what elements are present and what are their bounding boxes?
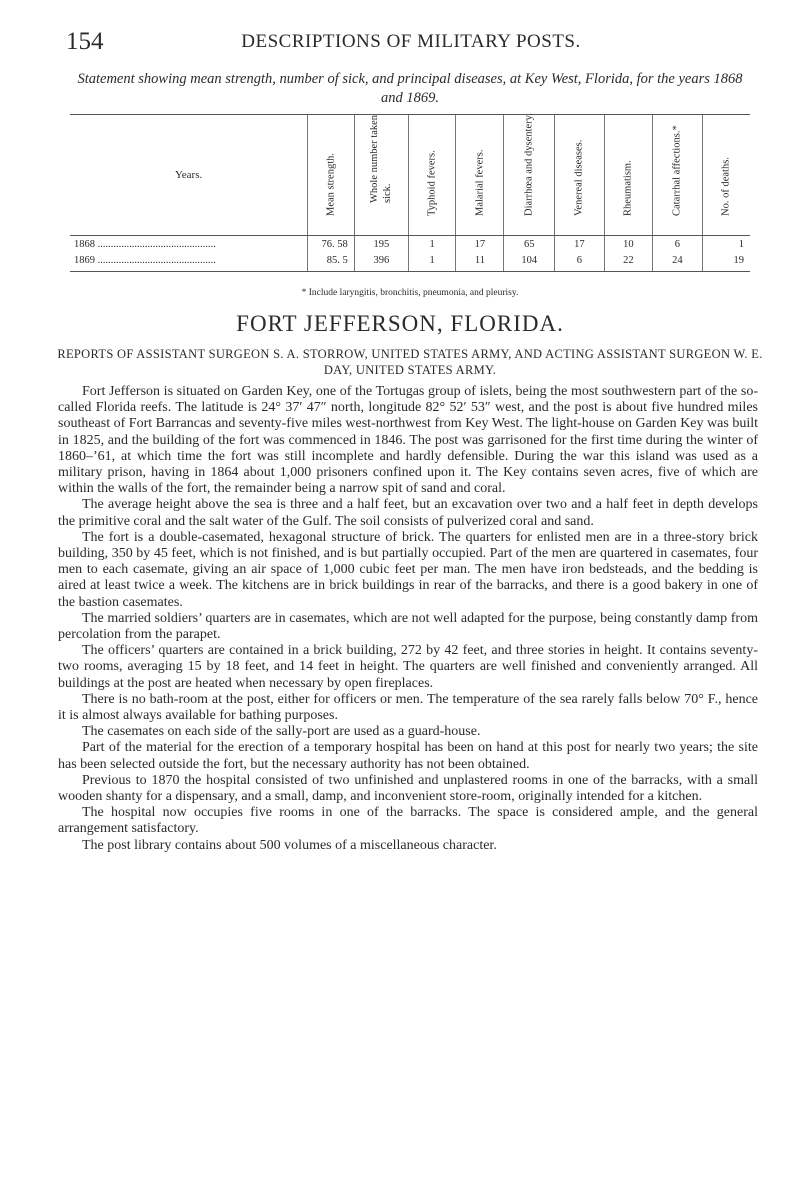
cell-venereal: 6: [554, 252, 604, 272]
cell-catarrhal: 6: [652, 236, 702, 253]
paragraph: There is no bath-room at the post, either for officers or men. The temperature of the sea rarely falls below 70° F., hence it is almost always available for bathing purposes.: [58, 691, 758, 724]
paragraph: The officers’ quarters are contained in a brick building, 272 by 42 feet, and three stories in height. It contains seventy-two rooms, averaging 15 by 18 feet, and 14 feet in height. The quarters are well finished and conveniently arranged. All buildings at the post are heated when necessary by open fireplaces.: [58, 643, 758, 691]
row-year: 1869 .............................................: [70, 252, 308, 272]
paragraph: The married soldiers’ quarters are in casemates, which are not well adapted for the purpose, being constantly damp from percolation from the parapet.: [58, 610, 758, 643]
cell-catarrhal: 24: [652, 252, 702, 272]
column-header-malarial-fevers: Malarial fevers.: [456, 115, 504, 236]
cell-mean-strength: 76. 58: [308, 236, 355, 253]
paragraph: Part of the material for the erection of a temporary hospital has been on hand at this post for nearly two years; the site has been selected outside the fort, but the necessary authority has not been obtained.: [58, 740, 758, 772]
paragraph: The average height above the sea is three and a half feet, but an excavation over two and a half feet in depth develops the primitive coral and the salt water of the Gulf. The soil consists of pulverized coral and sand.: [58, 497, 758, 529]
page-header: [66, 28, 756, 58]
paragraph: The post library contains about 500 volumes of a miscellaneous character.: [82, 837, 497, 853]
cell-venereal: 17: [554, 236, 604, 253]
paragraph: The hospital now occupies five rooms in one of the barracks. The space is considered ample, and the general arrangement satisfactory.: [58, 805, 758, 837]
table-row: [70, 252, 750, 272]
column-header-diarrhoea-dysentery: Diarrhœa and dysentery.: [504, 115, 554, 236]
cell-deaths: 1: [702, 236, 750, 253]
cell-diarrhoea: 65: [504, 236, 554, 253]
column-header-catarrhal-affections: Catarrhal affections.*: [652, 115, 702, 236]
table-row: [70, 236, 750, 253]
column-header-whole-number-sick: Whole number taken sick.: [354, 115, 408, 236]
table-header-row: [70, 115, 750, 236]
section-title: FORT JEFFERSON, FLORIDA.: [236, 311, 564, 336]
cell-mean-strength: 85. 5: [308, 252, 355, 272]
page-number: 154: [66, 28, 104, 55]
cell-typhoid: 1: [408, 252, 456, 272]
column-header-typhoid-fevers: Typhoid fevers.: [408, 115, 456, 236]
cell-whole-number-sick: 195: [354, 236, 408, 253]
row-year: 1868 .............................................: [74, 238, 216, 250]
paragraph: Fort Jefferson is situated on Garden Key, one of the Tortugas group of islets, being the most southwestern part of the so-called Florida reefs. The latitude is 24° 37′ 47″ north, longitude 82° 52′ 53″ west, and the post is about five hundred miles southeast of Fort Barrancas and seventy-five miles west-northwest from Key West. The light-house on Garden Key was built in 1825, and the building of the fort was commenced in 1846. The post was garrisoned for the first time during the winter of 1860–’61, at which time the fort was still incomplete and hardly defensible. During the war this island was used as a military prison, having in 1864 about 1,000 prisoners confined upon it. The Key contains seven acres, five of which are within the walls of the fort, the remainder being a narrow spit of sand and coral.: [58, 384, 758, 497]
cell-rheumatism: 22: [604, 252, 652, 272]
paragraph: Previous to 1870 the hospital consisted of two unfinished and unplastered rooms in one of the barracks, with a small wooden shanty for a dispensary, and a small, damp, and inconvenient store-room, originally intended for a kitchen.: [58, 772, 758, 805]
cell-diarrhoea: 104: [504, 252, 554, 272]
section-subtitle: REPORTS OF ASSISTANT SURGEON S. A. STORROW, UNITED STATES ARMY, AND ACTING ASSISTANT SURGEON W. E. DAY, UNITED STATES ARMY.: [57, 347, 763, 377]
column-header-rheumatism: Rheumatism.: [604, 115, 652, 236]
column-header-deaths: No. of deaths.: [702, 115, 750, 236]
running-head: DESCRIPTIONS OF MILITARY POSTS.: [241, 31, 581, 52]
cell-rheumatism: 10: [604, 236, 652, 253]
paragraph: The casemates on each side of the sally-port are used as a guard-house.: [82, 724, 481, 740]
column-header-years: Years.: [70, 115, 308, 236]
cell-malarial: 11: [456, 252, 504, 272]
cell-whole-number-sick: 396: [354, 252, 408, 272]
cell-deaths: 19: [702, 252, 750, 272]
column-header-venereal-diseases: Venereal diseases.: [554, 115, 604, 236]
table-caption: Statement showing mean strength, number of sick, and principal diseases, at Key West, Florida, for the years 1868 and 1869.: [77, 71, 743, 106]
cell-malarial: 17: [456, 236, 504, 253]
cell-typhoid: 1: [408, 236, 456, 253]
paragraph: The fort is a double-casemated, hexagonal structure of brick. The quarters for enlisted men are in a three-story brick building, 350 by 45 feet, which is not finished, and is but partially occupied. Part of the men are quartered in casemates, four men to each casemate, giving an air space of 1,000 cubic feet per man. The men have iron bedsteads, and the bedding is aired at least twice a week. The kitchens are in brick buildings in rear of the barracks, and there is a good bakery in one of the bastion casemates.: [58, 529, 758, 610]
disease-statistics-table: [70, 114, 750, 272]
column-header-mean-strength: Mean strength.: [308, 115, 355, 236]
table-footnote: * Include laryngitis, bronchitis, pneumonia, and pleurisy.: [301, 288, 519, 298]
body-text: [58, 384, 758, 854]
